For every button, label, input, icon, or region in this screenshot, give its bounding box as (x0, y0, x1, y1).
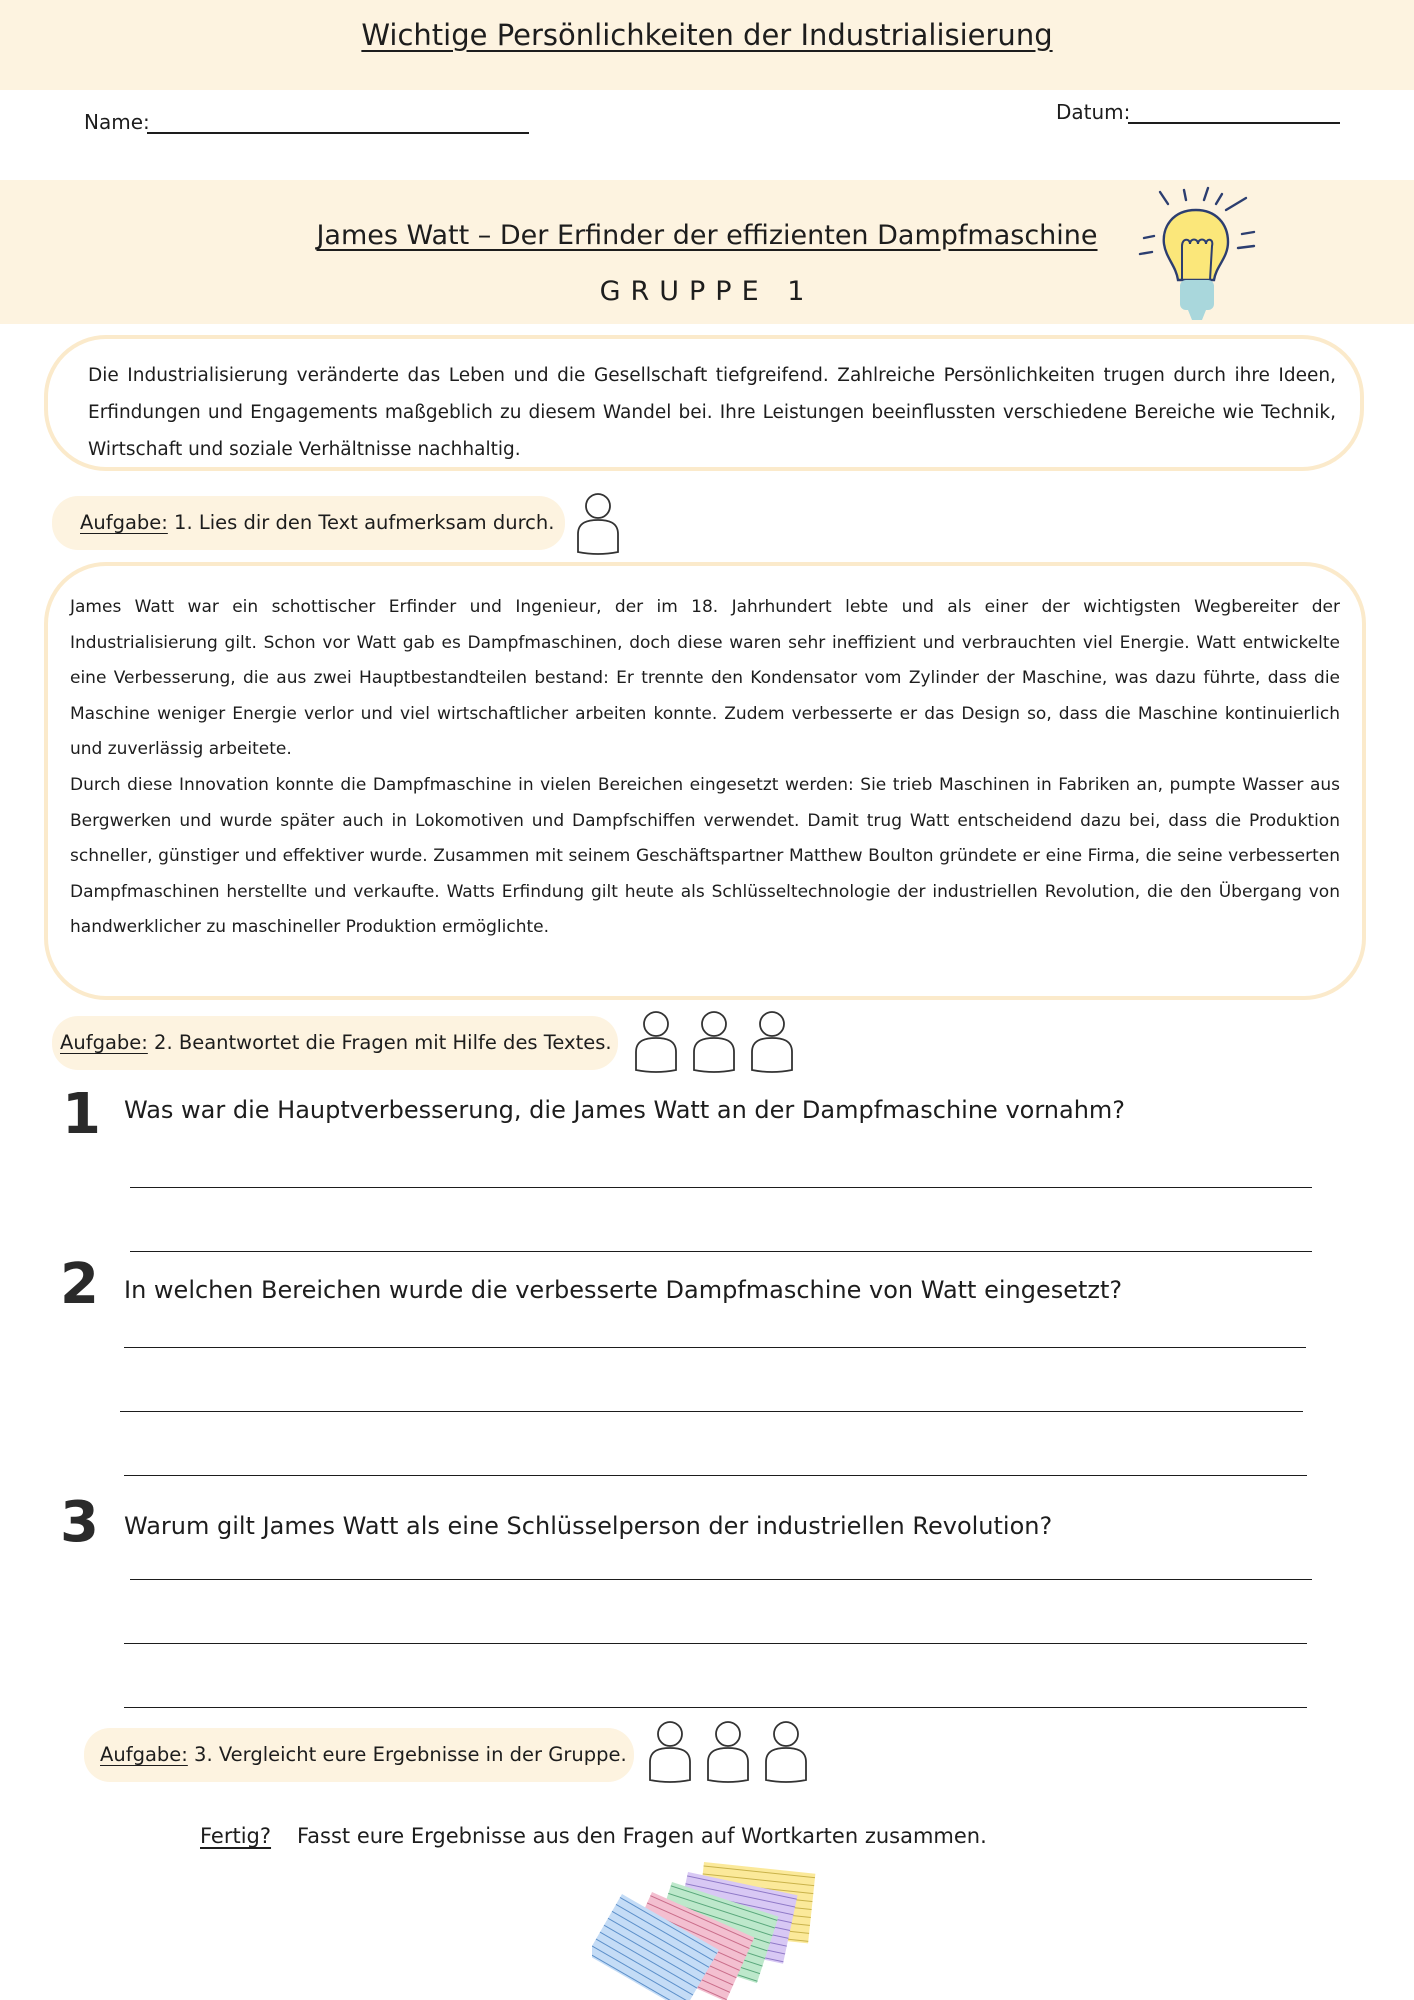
lightbulb-icon (1138, 186, 1258, 322)
task-1-label: Aufgabe: (80, 511, 168, 534)
reading-paragraph-2: Durch diese Innovation konnte die Dampfmaschine in vielen Bereichen eingesetzt werden: Sie trieb Maschinen in Fabriken an, pumpte Wasser aus Bergwerken und wurde später auch in Lokomotiven und Dampfschiffen verwendet. Damit trug Watt entscheidend dazu bei, dass die Produktion schneller, günstiger und effektiver wurde. Zusammen mit seinem Geschäftspartner Matthew Boulton gründete er eine Firma, die seine verbesserten Dampfmaschinen herstellte und verkaufte. Watts Erfindung gilt heute als Schlüsseltechnologie der industriellen Revolution, die den Übergang von handwerklicher zu maschineller Produktion ermöglichte. (70, 774, 1340, 938)
intro-box (44, 335, 1364, 471)
question-2-text: In welchen Bereichen wurde die verbesserte Dampfmaschine von Watt eingesetzt? (124, 1276, 1123, 1304)
reading-paragraph-1: James Watt war ein schottischer Erfinder und Ingenieur, der im 18. Jahrhundert lebte und als einer der wichtigsten Wegbereiter der Industrialisierung gilt. Schon vor Watt gab es Dampfmaschinen, doch diese waren sehr ineffizient und verbrauchten viel Energie. Watt entwickelte eine Verbesserung, die aus zwei Hauptbestandteilen bestand: Er trennte den Kondensator vom Zylinder der Maschine, was dazu führte, dass die Maschine weniger Energie verlor und viel wirtschaftlicher arbeiten konnte. Zudem verbesserte er das Design so, dass die Maschine kontinuierlich und zuverlässig arbeitete. (70, 597, 1340, 760)
date-label: Datum: (1056, 100, 1131, 124)
index-cards-icon (592, 1862, 824, 2000)
question-3-number: 3 (60, 1490, 99, 1555)
question-2-number: 2 (60, 1252, 99, 1317)
name-write-line[interactable] (147, 132, 529, 134)
reading-text-box (44, 562, 1366, 1000)
task-3-text: 3. Vergleicht eure Ergebnisse in der Gruppe. (187, 1743, 627, 1766)
task-2-label: Aufgabe: (60, 1031, 148, 1054)
group-of-three-icon (646, 1720, 810, 1784)
answer-line[interactable] (130, 1579, 1312, 1580)
group-of-three-icon (632, 1010, 796, 1074)
task-3-label: Aufgabe: (100, 1743, 188, 1766)
question-3-text: Warum gilt James Watt als eine Schlüsselperson der industriellen Revolution? (124, 1512, 1053, 1540)
name-field (84, 110, 150, 134)
topic-title: James Watt – Der Erfinder der effizienten Dampfmaschine (316, 220, 1098, 251)
date-field (1056, 100, 1130, 124)
answer-line[interactable] (130, 1251, 1312, 1252)
task-3 (84, 1728, 634, 1782)
question-1-text: Was war die Hauptverbesserung, die James Watt an der Dampfmaschine vornahm? (124, 1096, 1126, 1124)
intro-text: Die Industrialisierung veränderte das Leben und die Gesellschaft tiefgreifend. Zahlreiche Persönlichkeiten trugen durch ihre Ideen, Erfindungen und Engagements maßgeblich zu diesem Wandel bei. Ihre Leistungen beeinflussten verschiedene Bereiche wie Technik, Wirtschaft und soziale Verhältnisse nachhaltig. (88, 365, 1336, 460)
answer-line[interactable] (124, 1475, 1307, 1476)
answer-line[interactable] (130, 1187, 1312, 1188)
finish-label: Fertig? (200, 1824, 272, 1848)
task-2 (52, 1016, 618, 1070)
answer-line[interactable] (124, 1707, 1307, 1708)
task-1-text: 1. Lies dir den Text aufmerksam durch. (167, 511, 555, 534)
name-label: Name: (84, 110, 150, 134)
finish-instruction (200, 1824, 987, 1848)
date-write-line[interactable] (1128, 122, 1340, 124)
single-person-icon (574, 492, 622, 556)
answer-line[interactable] (124, 1347, 1306, 1348)
question-1-number: 1 (62, 1082, 101, 1147)
page-title: Wichtige Persönlichkeiten der Industrialisierung (361, 18, 1053, 52)
answer-line[interactable] (124, 1643, 1307, 1644)
task-1 (52, 496, 565, 550)
group-label: GRUPPE 1 (599, 276, 815, 307)
finish-text: Fasst eure Ergebnisse aus den Fragen auf Wortkarten zusammen. (297, 1824, 987, 1848)
task-2-text: 2. Beantwortet die Fragen mit Hilfe des Textes. (147, 1031, 612, 1054)
answer-line[interactable] (120, 1411, 1303, 1412)
